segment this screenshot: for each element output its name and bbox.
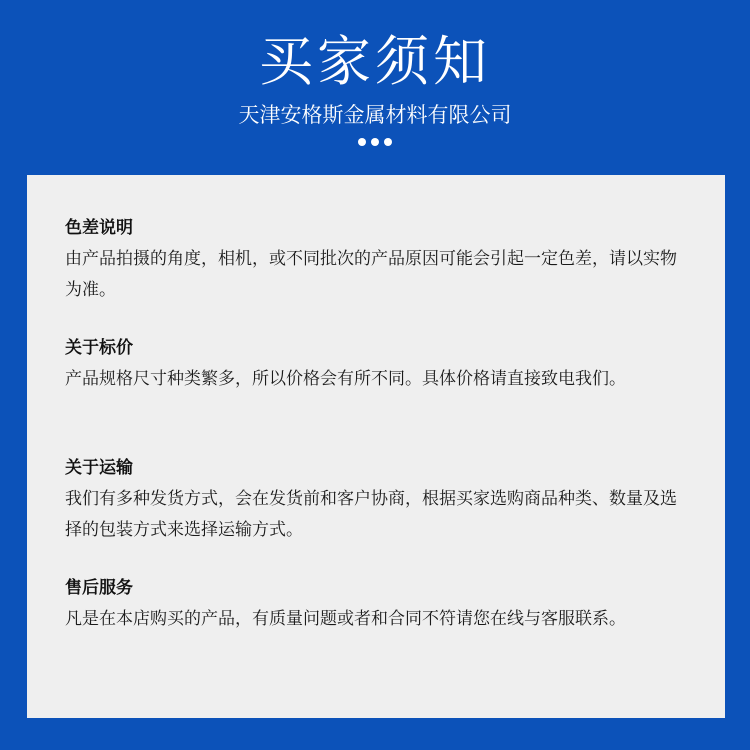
section-shipping bbox=[65, 455, 705, 546]
section-title: 售后服务 bbox=[65, 578, 133, 598]
section-body: 由产品拍摄的角度，相机，或不同批次的产品原因可能会引起一定色差，请以实物为准。 bbox=[65, 249, 677, 300]
company-name: 天津安格斯金属材料有限公司 bbox=[238, 103, 512, 127]
dot-icon bbox=[358, 138, 366, 146]
section-title: 关于标价 bbox=[65, 338, 133, 358]
header bbox=[0, 0, 750, 175]
section-title: 色差说明 bbox=[65, 218, 133, 238]
dot-icon bbox=[371, 138, 379, 146]
section-body: 产品规格尺寸种类繁多，所以价格会有所不同。具体价格请直接致电我们。 bbox=[65, 369, 626, 389]
section-body: 我们有多种发货方式，会在发货前和客户协商，根据买家选购商品种类、数量及选择的包装方式来选择运输方式。 bbox=[65, 489, 677, 540]
section-after-sales bbox=[65, 575, 705, 635]
dot-icon bbox=[384, 138, 392, 146]
section-pricing bbox=[65, 335, 705, 395]
section-body: 凡是在本店购买的产品，有质量问题或者和合同不符请您在线与客服联系。 bbox=[65, 609, 626, 629]
page-title: 买家须知 bbox=[259, 30, 491, 93]
decorative-dots bbox=[0, 138, 750, 146]
section-title: 关于运输 bbox=[65, 458, 133, 478]
notice-panel bbox=[27, 175, 725, 718]
section-color-difference bbox=[65, 215, 705, 306]
